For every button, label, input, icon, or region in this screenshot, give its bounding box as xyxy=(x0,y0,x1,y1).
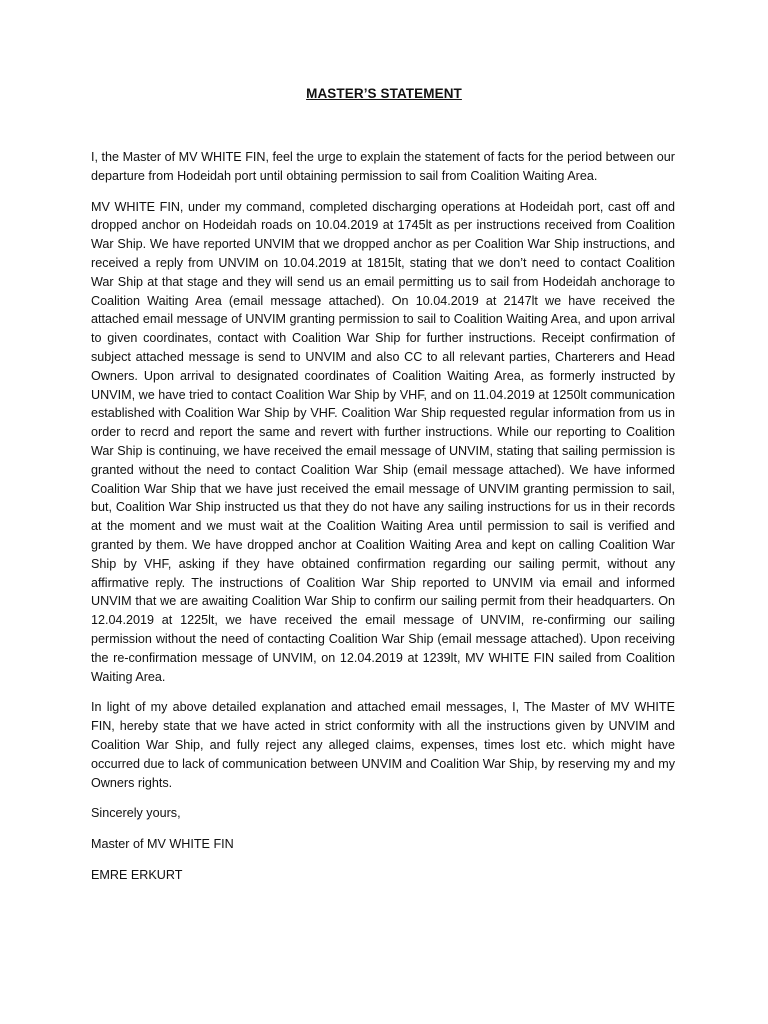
paragraph-conclusion: In light of my above detailed explanation and attached email messages, I, The Master of MV WHITE FIN, hereby state that we have acted in strict conformity with all the instructions given by UNVIM and Coalition War Ship, and fully reject any alleged claims, expenses, times lost etc. which might have occurred due to lack of communication between UNVIM and Coalition War Ship, by reserving my and my Owners rights. xyxy=(91,700,675,790)
signature-role: Master of MV WHITE FIN xyxy=(91,837,234,852)
closing-line: Sincerely yours, xyxy=(91,806,181,821)
signature-name: EMRE ERKURT xyxy=(91,868,183,883)
page-title: MASTER’S STATEMENT xyxy=(306,86,462,101)
paragraph-events: MV WHITE FIN, under my command, completed discharging operations at Hodeidah port, cast off and dropped anchor on Hodeidah roads on 10.04.2019 at 1745lt as per instructions received from Coalition War Ship. We have reported UNVIM that we dropped anchor as per Coalition War Ship instructions, and received a reply from UNVIM on 10.04.2019 at 1815lt, stating that we don’t need to contact Coalition War Ship at that stage and they will send us an email permitting us to sail from Hodeidah anchorage to Coalition Waiting Area (email message attached). On 10.04.2019 at 2147lt we have received the attached email message of UNVIM granting permission to sail to Coalition Waiting Area, and upon arrival to given coordinates, contact with Coalition War Ship for further instructions. Receipt confirmation of subject attached message is send to UNVIM and also CC to all relevant parties, Charterers and Head Owners. Upon arrival to designated coordinates of Coalition Waiting Area, as formerly instructed by UNVIM, we have tried to contact Coalition War Ship by VHF, and on 11.04.2019 at 1250lt communication established with Coalition War Ship by VHF. Coalition War Ship requested regular information from us in order to recrd and report the same and revert with further instructions. While our reporting to Coalition War Ship is continuing, we have received the email message of UNVIM, stating that sailing permission is granted without the need to contact Coalition War Ship (email message attached). We have informed Coalition War Ship that we have just received the email message of UNVIM granting permission to sail, but, Coalition War Ship instructed us that they do not have any sailing instructions for us in their records at the moment and we must wait at the Coalition Waiting Area until permission to sail is verified and granted by them. We have dropped anchor at Coalition Waiting Area and kept on calling Coalition War Ship by VHF, asking if they have obtained confirmation regarding our sailing permit, without any affirmative reply. The instructions of Coalition War Ship reported to UNVIM via email and informed UNVIM that we are awaiting Coalition War Ship to confirm our sailing permit from their headquarters. On 12.04.2019 at 1225lt, we have received the email message of UNVIM, re-confirming our sailing permission without the need of contacting Coalition War Ship (email message attached). Upon receiving the re-confirmation message of UNVIM, on 12.04.2019 at 1239lt, MV WHITE FIN sailed from Coalition Waiting Area. xyxy=(91,199,675,684)
paragraph-intro: I, the Master of MV WHITE FIN, feel the urge to explain the statement of facts for the period between our departure from Hodeidah port until obtaining permission to sail from Coalition Waiting Area. xyxy=(91,150,675,183)
statement-body xyxy=(91,148,675,898)
